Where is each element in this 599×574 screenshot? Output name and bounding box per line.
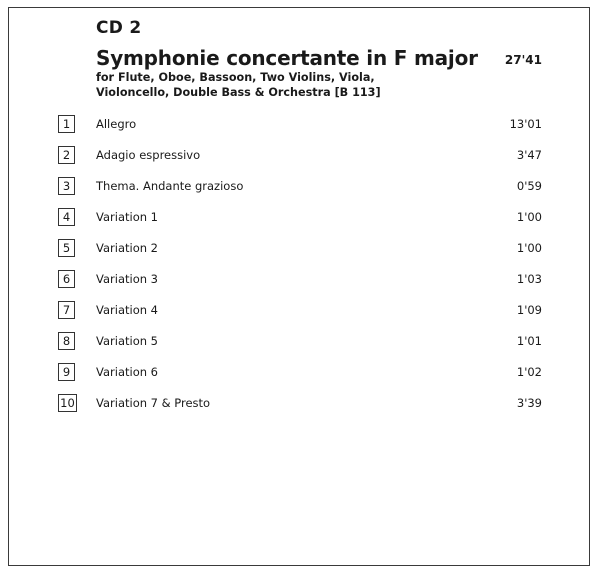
track-row [0,394,599,412]
track-duration: 13'01 [509,117,542,131]
track-number: 1 [58,115,75,133]
track-number: 10 [58,394,77,412]
track-number: 9 [58,363,75,381]
track-row [0,332,599,350]
track-number: 5 [58,239,75,257]
track-title: Allegro [96,117,137,131]
subtitle-line-2: Violoncello, Double Bass & Orchestra [B 113] [96,86,381,99]
track-title: Adagio espressivo [96,148,201,162]
track-title: Variation 3 [96,272,158,286]
track-title: Variation 2 [96,241,158,255]
track-number: 7 [58,301,75,319]
track-title: Variation 6 [96,365,158,379]
disc-label: CD 2 [96,18,142,38]
track-duration: 1'09 [516,303,542,317]
track-row [0,146,599,164]
track-duration: 3'47 [516,148,542,162]
track-duration: 1'00 [516,210,542,224]
track-row [0,363,599,381]
track-row [0,177,599,195]
track-row [0,239,599,257]
track-number: 4 [58,208,75,226]
track-title: Variation 1 [96,210,158,224]
track-duration: 1'01 [516,334,542,348]
track-row [0,301,599,319]
track-row [0,270,599,288]
subtitle-line-1: for Flute, Oboe, Bassoon, Two Violins, Viola, [96,71,375,84]
track-number: 6 [58,270,75,288]
work-title: Symphonie concertante in F major [96,46,478,70]
track-row [0,115,599,133]
work-duration: 27'41 [504,53,542,67]
track-duration: 0'59 [516,179,542,193]
track-number: 3 [58,177,75,195]
track-row [0,208,599,226]
work-subtitle [96,70,381,100]
track-title: Thema. Andante grazioso [96,179,244,193]
track-title: Variation 7 & Presto [96,396,211,410]
track-duration: 1'00 [516,241,542,255]
track-duration: 1'02 [516,365,542,379]
track-duration: 1'03 [516,272,542,286]
track-title: Variation 5 [96,334,158,348]
track-title: Variation 4 [96,303,158,317]
track-number: 2 [58,146,75,164]
track-duration: 3'39 [516,396,542,410]
track-number: 8 [58,332,75,350]
